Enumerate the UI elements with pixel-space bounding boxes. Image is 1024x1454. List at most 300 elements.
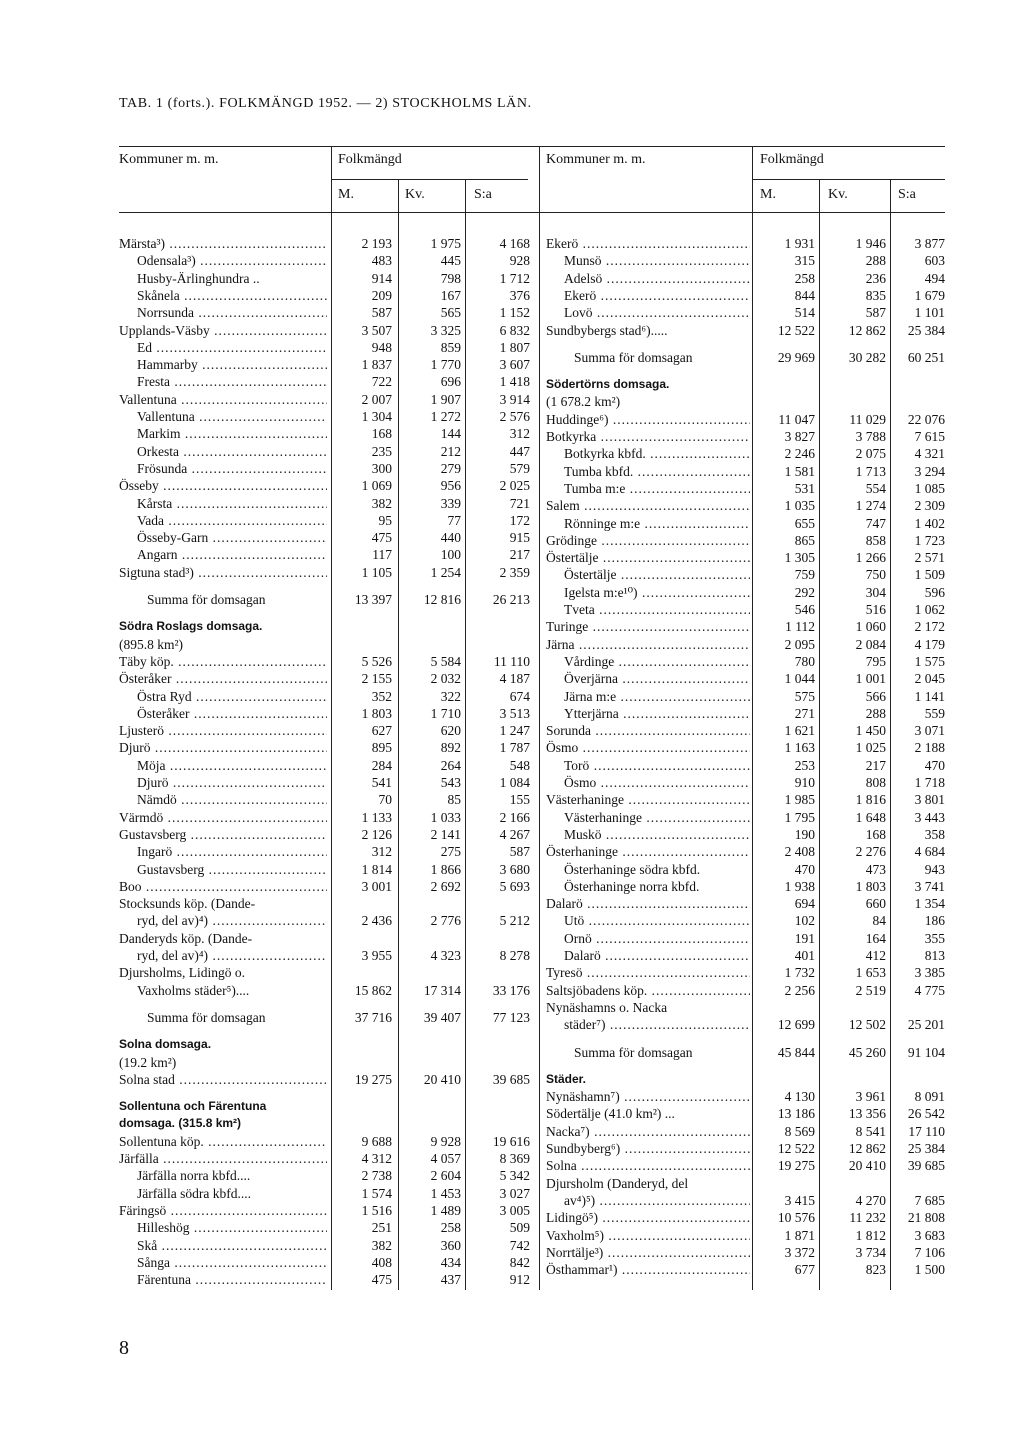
value-m: 2 155 [361,671,392,687]
value-m: 1 795 [784,809,815,825]
value-sa: 19 616 [492,1133,530,1149]
value-sa: 4 267 [499,826,530,842]
table-row [546,791,945,808]
value-sa: 1 152 [499,305,530,321]
row-label: Ekerö ..... [564,287,750,304]
table-row [119,843,530,860]
value-kv: 288 [865,705,886,721]
table-row [119,512,530,529]
row-label: Upplands-Väsby ..... [119,322,327,339]
value-sa: 7 685 [914,1192,945,1208]
value-kv: 445 [440,253,461,269]
table-row [546,636,945,653]
value-sa: 603 [924,253,945,269]
header-kommuner-right: Kommuner m. m. [546,152,646,167]
value-sa: 2 576 [499,409,530,424]
table-row [119,270,530,287]
row-label: Ösmo ..... [564,774,750,791]
value-m: 4 312 [361,1151,392,1166]
value-sa: 17 110 [908,1123,945,1139]
value-m: 3 827 [784,429,815,444]
table-row [119,373,530,390]
value-kv: 322 [440,688,461,704]
value-m: 3 372 [784,1244,815,1260]
value-m: 722 [371,374,392,390]
table-row [119,1054,530,1071]
value-sa: 91 104 [907,1044,945,1060]
row-label: Ornö ..... [564,930,750,947]
row-label: Össeby ..... [119,477,327,494]
row-label: Täby köp. ..... [119,653,327,670]
value-sa: 312 [509,426,530,442]
value-m: 895 [371,740,392,756]
table-row [546,1071,945,1088]
table-row [119,1115,530,1132]
row-label: Odensala³) ..... [137,252,327,269]
value-m: 209 [371,287,392,303]
value-m: 1 069 [361,478,392,494]
row-label: Märsta³) ..... [119,235,327,252]
value-m: 865 [794,532,815,548]
row-label: Markim ..... [137,425,327,442]
value-kv: 39 407 [423,1009,461,1025]
table-row [119,391,530,408]
value-kv: 168 [865,826,886,842]
value-m: 8 569 [784,1123,815,1139]
value-m: 2 193 [361,236,392,251]
value-kv: 1 907 [430,391,461,407]
value-sa: 8 278 [499,948,530,963]
value-sa: 1 807 [499,339,530,355]
value-m: 1 814 [361,861,392,877]
row-label: Österhaninge södra kbfd. [564,861,701,877]
row-label: Ytterjärna ..... [564,705,750,722]
value-kv: 440 [440,530,461,546]
value-m: 1 985 [784,792,815,808]
value-sa: 4 775 [914,982,945,998]
header-kv-left: Kv. [405,187,425,202]
row-label: Stocksunds köp. (Dande- [119,896,256,912]
value-sa: 494 [924,270,945,286]
value-kv: 3 734 [855,1244,886,1260]
value-kv: 835 [865,287,886,303]
value-kv: 5 584 [430,653,461,669]
value-m: 2 738 [361,1168,392,1184]
value-sa: 25 384 [907,1141,945,1156]
value-kv: 858 [865,532,886,548]
value-m: 470 [794,861,815,877]
value-kv: 339 [440,495,461,511]
value-sa: 2 045 [914,671,945,687]
row-label: Nacka⁷) ..... [546,1123,750,1140]
value-sa: 2 309 [914,498,945,514]
table-row [119,878,530,895]
row-label: ryd, del av)⁴) ..... [137,912,327,929]
row-label: Danderyds köp. (Dande- [119,930,253,946]
row-label: Vårdinge ..... [564,653,750,670]
header-sub-rule-left [331,179,528,180]
value-m: 1 732 [784,965,815,981]
table-row [119,322,530,339]
value-sa: 2 166 [499,809,530,825]
table-row [119,443,530,460]
value-kv: 264 [440,757,461,773]
row-label: Sorunda ..... [546,722,750,739]
row-label: Nämdö ..... [137,791,327,808]
value-m: 12 699 [777,1017,815,1033]
value-m: 587 [371,305,392,321]
value-kv: 1 266 [855,550,886,566]
value-kv: 1 710 [430,705,461,721]
value-kv: 12 862 [848,1141,886,1156]
table-row [119,339,530,356]
value-sa: 1 718 [914,775,945,790]
table-row [546,428,945,445]
row-label: Färingsö ..... [119,1202,327,1219]
value-sa: 5 342 [499,1168,530,1184]
row-label: Turinge ..... [546,618,750,635]
value-sa: 4 179 [914,636,945,652]
table-row [546,411,945,428]
value-m: 10 576 [777,1210,815,1226]
value-sa: 842 [509,1254,530,1270]
value-m: 300 [371,460,392,476]
value-kv: 2 692 [430,878,461,894]
table-row [546,947,945,964]
value-sa: 509 [509,1220,530,1236]
table-row [119,591,530,608]
value-m: 4 130 [784,1089,815,1105]
row-label: Salem ..... [546,497,750,514]
row-label: Torö ..... [564,757,750,774]
value-sa: 25 201 [907,1017,945,1033]
table-row [119,1133,530,1150]
value-kv: 1 653 [855,965,886,981]
value-m: 475 [371,530,392,546]
value-sa: 60 251 [907,349,945,365]
value-m: 1 035 [784,498,815,514]
table-row [119,235,530,252]
value-kv: 288 [865,253,886,269]
table-row [119,1098,530,1115]
table-row [119,739,530,756]
value-kv: 12 816 [423,592,461,607]
value-kv: 11 029 [849,411,886,427]
table-row [546,322,945,339]
header-bottom-rule [119,212,945,213]
row-label: Vaxholm⁵) ..... [546,1227,750,1244]
row-label: Solna stad ..... [119,1071,327,1088]
row-label: av⁴)⁵) ..... [564,1192,750,1209]
value-kv: 1 025 [855,740,886,756]
value-m: 37 716 [354,1009,392,1025]
value-m: 1 871 [784,1227,815,1243]
value-kv: 823 [865,1262,886,1278]
row-label: Järfälla ..... [119,1150,327,1167]
value-kv: 236 [865,270,886,286]
value-m: 1 837 [361,357,392,373]
table-row [119,809,530,826]
value-m: 29 969 [777,349,815,365]
value-sa: 4 684 [914,844,945,860]
table-row [546,774,945,791]
value-kv: 696 [440,374,461,390]
row-label: Sundbybergs stad⁶)..... [546,322,668,338]
value-sa: 33 176 [492,982,530,998]
table-row [546,809,945,826]
value-m: 312 [371,844,392,860]
table-row [119,912,530,929]
row-label: Summa för domsagan [574,1044,693,1060]
value-sa: 596 [924,584,945,600]
value-sa: 912 [509,1272,530,1288]
row-label: Igelsta m:e¹⁰) ..... [564,584,750,601]
value-kv: 2 276 [855,844,886,860]
row-label: Östertälje ..... [564,566,750,583]
value-kv: 45 260 [848,1044,886,1060]
value-sa: 579 [509,460,530,476]
value-m: 627 [371,723,392,739]
table-row [546,532,945,549]
table-row [119,304,530,321]
table-row [546,739,945,756]
row-label: Dalarö ..... [564,947,750,964]
value-m: 253 [794,757,815,773]
value-kv: 587 [865,305,886,321]
table-row [546,1175,945,1192]
value-kv: 3 325 [430,322,461,338]
value-m: 1 105 [361,564,392,580]
value-m: 95 [378,512,392,528]
table-row [119,982,530,999]
value-kv: 4 323 [430,948,461,963]
table-row [119,460,530,477]
table-row [546,549,945,566]
table-row [119,1254,530,1271]
value-m: 546 [794,602,815,617]
value-sa: 943 [924,861,945,877]
value-kv: 747 [865,515,886,531]
value-m: 15 862 [354,982,392,998]
value-m: 315 [794,253,815,269]
row-label: Vada ..... [137,512,327,529]
value-m: 2 126 [361,826,392,842]
table-row [119,1071,530,1088]
value-kv: 1 033 [430,809,461,825]
table-row [546,1016,945,1033]
row-label: Munsö ..... [564,252,750,269]
value-sa: 1 575 [914,653,945,669]
row-label: Fresta ..... [137,373,327,390]
value-m: 2 436 [361,913,392,929]
value-m: 235 [371,443,392,459]
value-m: 45 844 [777,1044,815,1060]
value-kv: 3 961 [855,1089,886,1105]
row-label: Norrtälje³) ..... [546,1244,750,1261]
table-row [119,930,530,947]
row-label: Vaxholms städer⁵).... [137,982,250,998]
value-kv: 2 776 [430,913,461,929]
value-sa: 7 615 [914,429,945,444]
value-kv: 85 [447,792,461,808]
value-kv: 956 [440,478,461,494]
table-row [546,930,945,947]
value-m: 914 [371,270,392,286]
value-sa: 3 513 [499,705,530,721]
value-kv: 1 001 [855,671,886,687]
row-label: Österåker ..... [137,705,327,722]
value-sa: 3 683 [914,1227,945,1243]
table-row [546,1044,945,1061]
value-m: 13 186 [777,1106,815,1122]
value-m: 2 095 [784,636,815,652]
row-label: Lovö ..... [564,304,750,321]
value-sa: 2 172 [914,619,945,635]
row-label: Botkyrka kbfd. ..... [564,445,750,462]
table-row [119,1237,530,1254]
value-kv: 12 502 [848,1017,886,1033]
row-label: Järfälla södra kbfd.... [137,1185,251,1201]
row-label: Värmdö ..... [119,809,327,826]
table-row [546,463,945,480]
table-row [546,1088,945,1105]
value-m: 1 112 [785,619,815,635]
value-sa: 1 141 [914,688,945,704]
row-label: Angarn ..... [137,546,327,563]
header-sub-rule-right [752,179,945,180]
row-label: ryd, del av)⁴) ..... [137,947,327,964]
value-kv: 275 [440,844,461,860]
value-sa: 8 091 [914,1089,945,1105]
value-m: 910 [794,775,815,790]
value-m: 1 574 [361,1185,392,1201]
col-rule [539,146,540,1290]
value-sa: 4 168 [499,236,530,251]
table-row [546,270,945,287]
value-sa: 3 801 [914,792,945,808]
table-row [546,304,945,321]
table-row [546,670,945,687]
value-sa: 915 [509,530,530,546]
value-m: 844 [794,287,815,303]
row-label: Nynäshamn⁷) ..... [546,1088,750,1105]
value-sa: 1 354 [914,896,945,912]
value-kv: 2 084 [855,636,886,652]
value-kv: 164 [865,930,886,946]
value-kv: 1 060 [855,619,886,635]
table-row [119,861,530,878]
value-kv: 11 232 [849,1210,886,1226]
row-label: Gustavsberg ..... [137,861,327,878]
row-label: Lidingö⁵) ..... [546,1209,750,1226]
table-row [546,705,945,722]
table-row [119,705,530,722]
row-label: Gustavsberg ..... [119,826,327,843]
value-kv: 84 [872,913,886,929]
value-kv: 620 [440,723,461,739]
page-number: 8 [119,1337,129,1359]
value-kv: 12 862 [848,322,886,338]
value-m: 284 [371,757,392,773]
table-row [546,235,945,252]
value-kv: 859 [440,339,461,355]
row-label: Botkyrka ..... [546,428,750,445]
value-sa: 2 188 [914,740,945,756]
value-m: 382 [371,495,392,511]
table-row [546,252,945,269]
value-kv: 1 975 [430,236,461,251]
table-row [546,1105,945,1122]
row-label: Vallentuna ..... [119,391,327,408]
row-label: Grödinge ..... [546,532,750,549]
row-label: Södra Roslags domsaga. [119,619,263,634]
row-label: Sånga ..... [137,1254,327,1271]
value-kv: 258 [440,1220,461,1236]
value-sa: 813 [924,948,945,963]
table-row [546,688,945,705]
row-label: (1 678.2 km²) [546,394,621,410]
value-kv: 77 [447,512,461,528]
value-sa: 3 741 [914,878,945,894]
value-sa: 8 369 [499,1151,530,1166]
value-sa: 155 [509,792,530,808]
value-sa: 1 418 [499,374,530,390]
value-m: 251 [371,1220,392,1236]
value-m: 575 [794,688,815,704]
value-m: 2 256 [784,982,815,998]
value-sa: 1 247 [499,723,530,739]
value-sa: 355 [924,930,945,946]
row-label: Nynäshamns o. Nacka [546,999,668,1015]
row-label: Järna m:e ..... [564,688,750,705]
table-row [546,861,945,878]
table-row [546,1140,945,1157]
value-m: 694 [794,896,815,912]
table-row [119,1036,530,1053]
value-m: 1 581 [784,463,815,479]
value-m: 12 522 [777,1141,815,1156]
row-label: Husby-Ärlinghundra .. [137,270,260,286]
value-kv: 1 489 [430,1202,461,1218]
header-sa-left: S:a [474,187,492,202]
row-label: Västerhaninge ..... [546,791,750,808]
value-sa: 3 294 [914,463,945,479]
value-kv: 892 [440,740,461,756]
value-m: 2 408 [784,844,815,860]
value-sa: 3 071 [914,723,945,739]
table-row [546,497,945,514]
row-label: Städer. [546,1071,587,1086]
value-kv: 8 541 [855,1123,886,1139]
value-sa: 1 712 [499,270,530,286]
value-m: 475 [371,1272,392,1288]
table-row [546,757,945,774]
value-kv: 212 [440,443,461,459]
row-label: Muskö ..... [564,826,750,843]
value-m: 1 803 [361,705,392,721]
value-m: 1 621 [784,723,815,739]
table-row [119,546,530,563]
value-m: 401 [794,948,815,963]
value-kv: 437 [440,1272,461,1288]
row-label: Rönninge m:e ..... [564,515,750,532]
value-sa: 217 [509,547,530,563]
value-kv: 434 [440,1254,461,1270]
table-row [119,947,530,964]
value-sa: 1 509 [914,567,945,583]
value-sa: 26 542 [907,1106,945,1122]
table-row [119,688,530,705]
